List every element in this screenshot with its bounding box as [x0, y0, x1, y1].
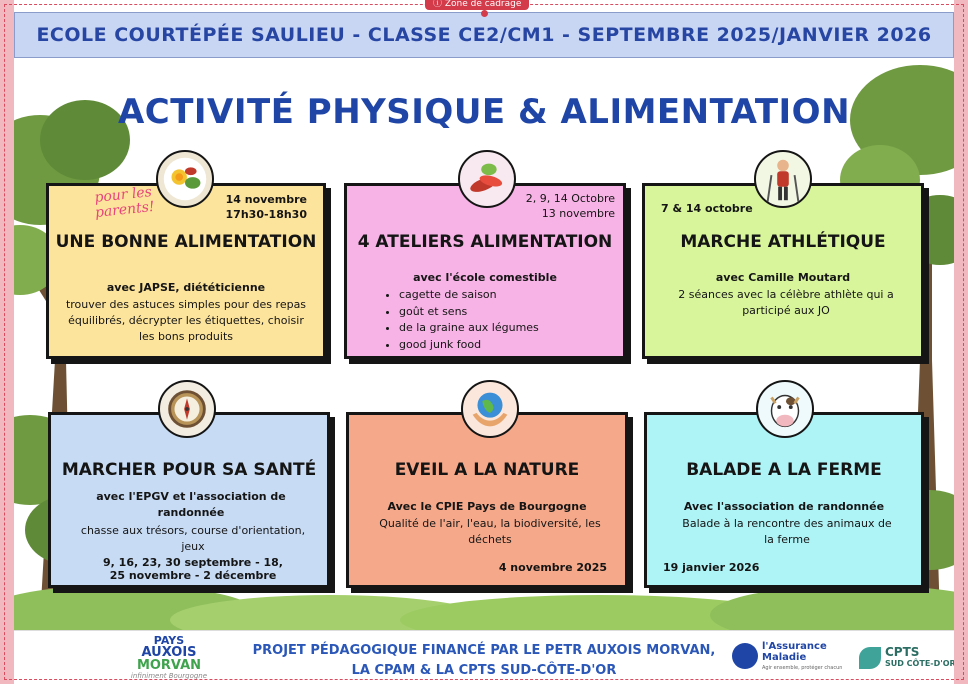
card-partner: avec JAPSE, diététicienne — [106, 281, 266, 294]
compass-icon — [158, 380, 216, 438]
card-title: EVEIL A LA NATURE — [394, 460, 580, 480]
main-title: ACTIVITÉ PHYSIQUE & ALIMENTATION — [117, 92, 851, 132]
card-date: 19 janvier 2026 — [663, 561, 760, 574]
card-partner: avec l'école comestible — [413, 271, 557, 284]
card-title: BALADE A LA FERME — [686, 460, 882, 480]
footer — [14, 630, 954, 684]
cpts-wave-icon — [859, 647, 881, 669]
card-balade-ferme — [644, 412, 924, 588]
assurance-maladie-logo — [732, 641, 843, 677]
list-item: • cagette de saison — [399, 287, 539, 304]
card-description: Balade à la rencontre des animaux de la ferme — [682, 517, 892, 546]
logo-text: CPTS — [885, 645, 920, 659]
card-marcher-sante — [48, 412, 330, 588]
card-date: 4 novembre 2025 — [498, 561, 607, 574]
list-item: • de la graine aux légumes — [399, 320, 539, 337]
crop-zone-label: ⓘ Zone de cadrage — [425, 0, 529, 10]
logo-text: PAYS — [153, 634, 185, 647]
card-description: 2 séances avec la célèbre athlète qui a participé aux JO — [678, 288, 894, 317]
list-item: • goût et sens — [399, 304, 539, 321]
card-marche-athletique — [642, 183, 924, 359]
card-partner: avec Camille Moutard — [715, 271, 851, 284]
crop-handle[interactable] — [481, 10, 488, 17]
pays-auxois-morvan-logo — [114, 635, 224, 680]
card-partner: Avec l'association de randonnée — [683, 500, 885, 513]
am-emblem-icon — [732, 643, 758, 669]
card-date: 14 novembre 17h30-18h30 — [225, 193, 307, 221]
logo-text: SUD CÔTE-D'OR — [885, 659, 956, 668]
cow-icon — [756, 380, 814, 438]
school-header-banner — [14, 12, 954, 58]
card-date: 7 & 14 octobre — [661, 202, 753, 215]
food-plate-icon — [156, 150, 214, 208]
card-title: UNE BONNE ALIMENTATION — [55, 232, 317, 252]
logo-text: MORVAN — [136, 658, 202, 673]
hiker-icon — [754, 150, 812, 208]
logo-text: AUXOIS — [141, 645, 197, 660]
card-description: trouver des astuces simples pour des repas équilibrés, décrypter les étiquettes, choisir les bons produits — [65, 298, 307, 343]
vegetables-icon — [458, 150, 516, 208]
footer-funding-text — [244, 641, 724, 681]
card-date: 9, 16, 23, 30 septembre - 18, 25 novembre - 2 décembre — [103, 556, 283, 582]
logo-text: Maladie — [762, 652, 807, 663]
card-description: chasse aux trésors, course d'orientation, jeux — [80, 524, 306, 553]
cpts-logo — [859, 643, 959, 679]
earth-hands-icon — [461, 380, 519, 438]
logo-text: infiniment Bourgogne — [130, 672, 208, 680]
footer-line: LA CPAM & LA CPTS SUD-CÔTE-D'OR — [351, 663, 617, 678]
card-title: 4 ATELIERS ALIMENTATION — [357, 232, 613, 252]
card-partner: Avec le CPIE Pays de Bourgogne — [387, 500, 587, 513]
card-title: MARCHE ATHLÉTIQUE — [680, 232, 886, 252]
card-eveil-nature — [346, 412, 628, 588]
logo-text: Agir ensemble, protéger chacun — [762, 665, 843, 671]
card-partner: avec l'EPGV et l'association de randonnée — [96, 490, 286, 519]
card-title: MARCHER POUR SA SANTÉ — [61, 460, 317, 480]
list-item: • good junk food — [399, 337, 539, 354]
parents-badge: pour les parents! — [93, 184, 156, 222]
card-ateliers-alimentation — [344, 183, 626, 359]
card-date: 2, 9, 14 Octobre 13 novembre — [525, 192, 615, 220]
footer-line: PROJET PÉDAGOGIQUE FINANCÉ PAR LE PETR AUXOIS MORVAN, — [252, 643, 716, 658]
header-text: ECOLE COURTÉPÉE SAULIEU - CLASSE CE2/CM1 - SEPTEMBRE 2025/JANVIER 2026 — [36, 24, 932, 46]
card-description: Qualité de l'air, l'eau, la biodiversité, les déchets — [379, 517, 601, 546]
logo-text: l'Assurance — [762, 641, 827, 652]
card-activity-list — [399, 287, 539, 353]
